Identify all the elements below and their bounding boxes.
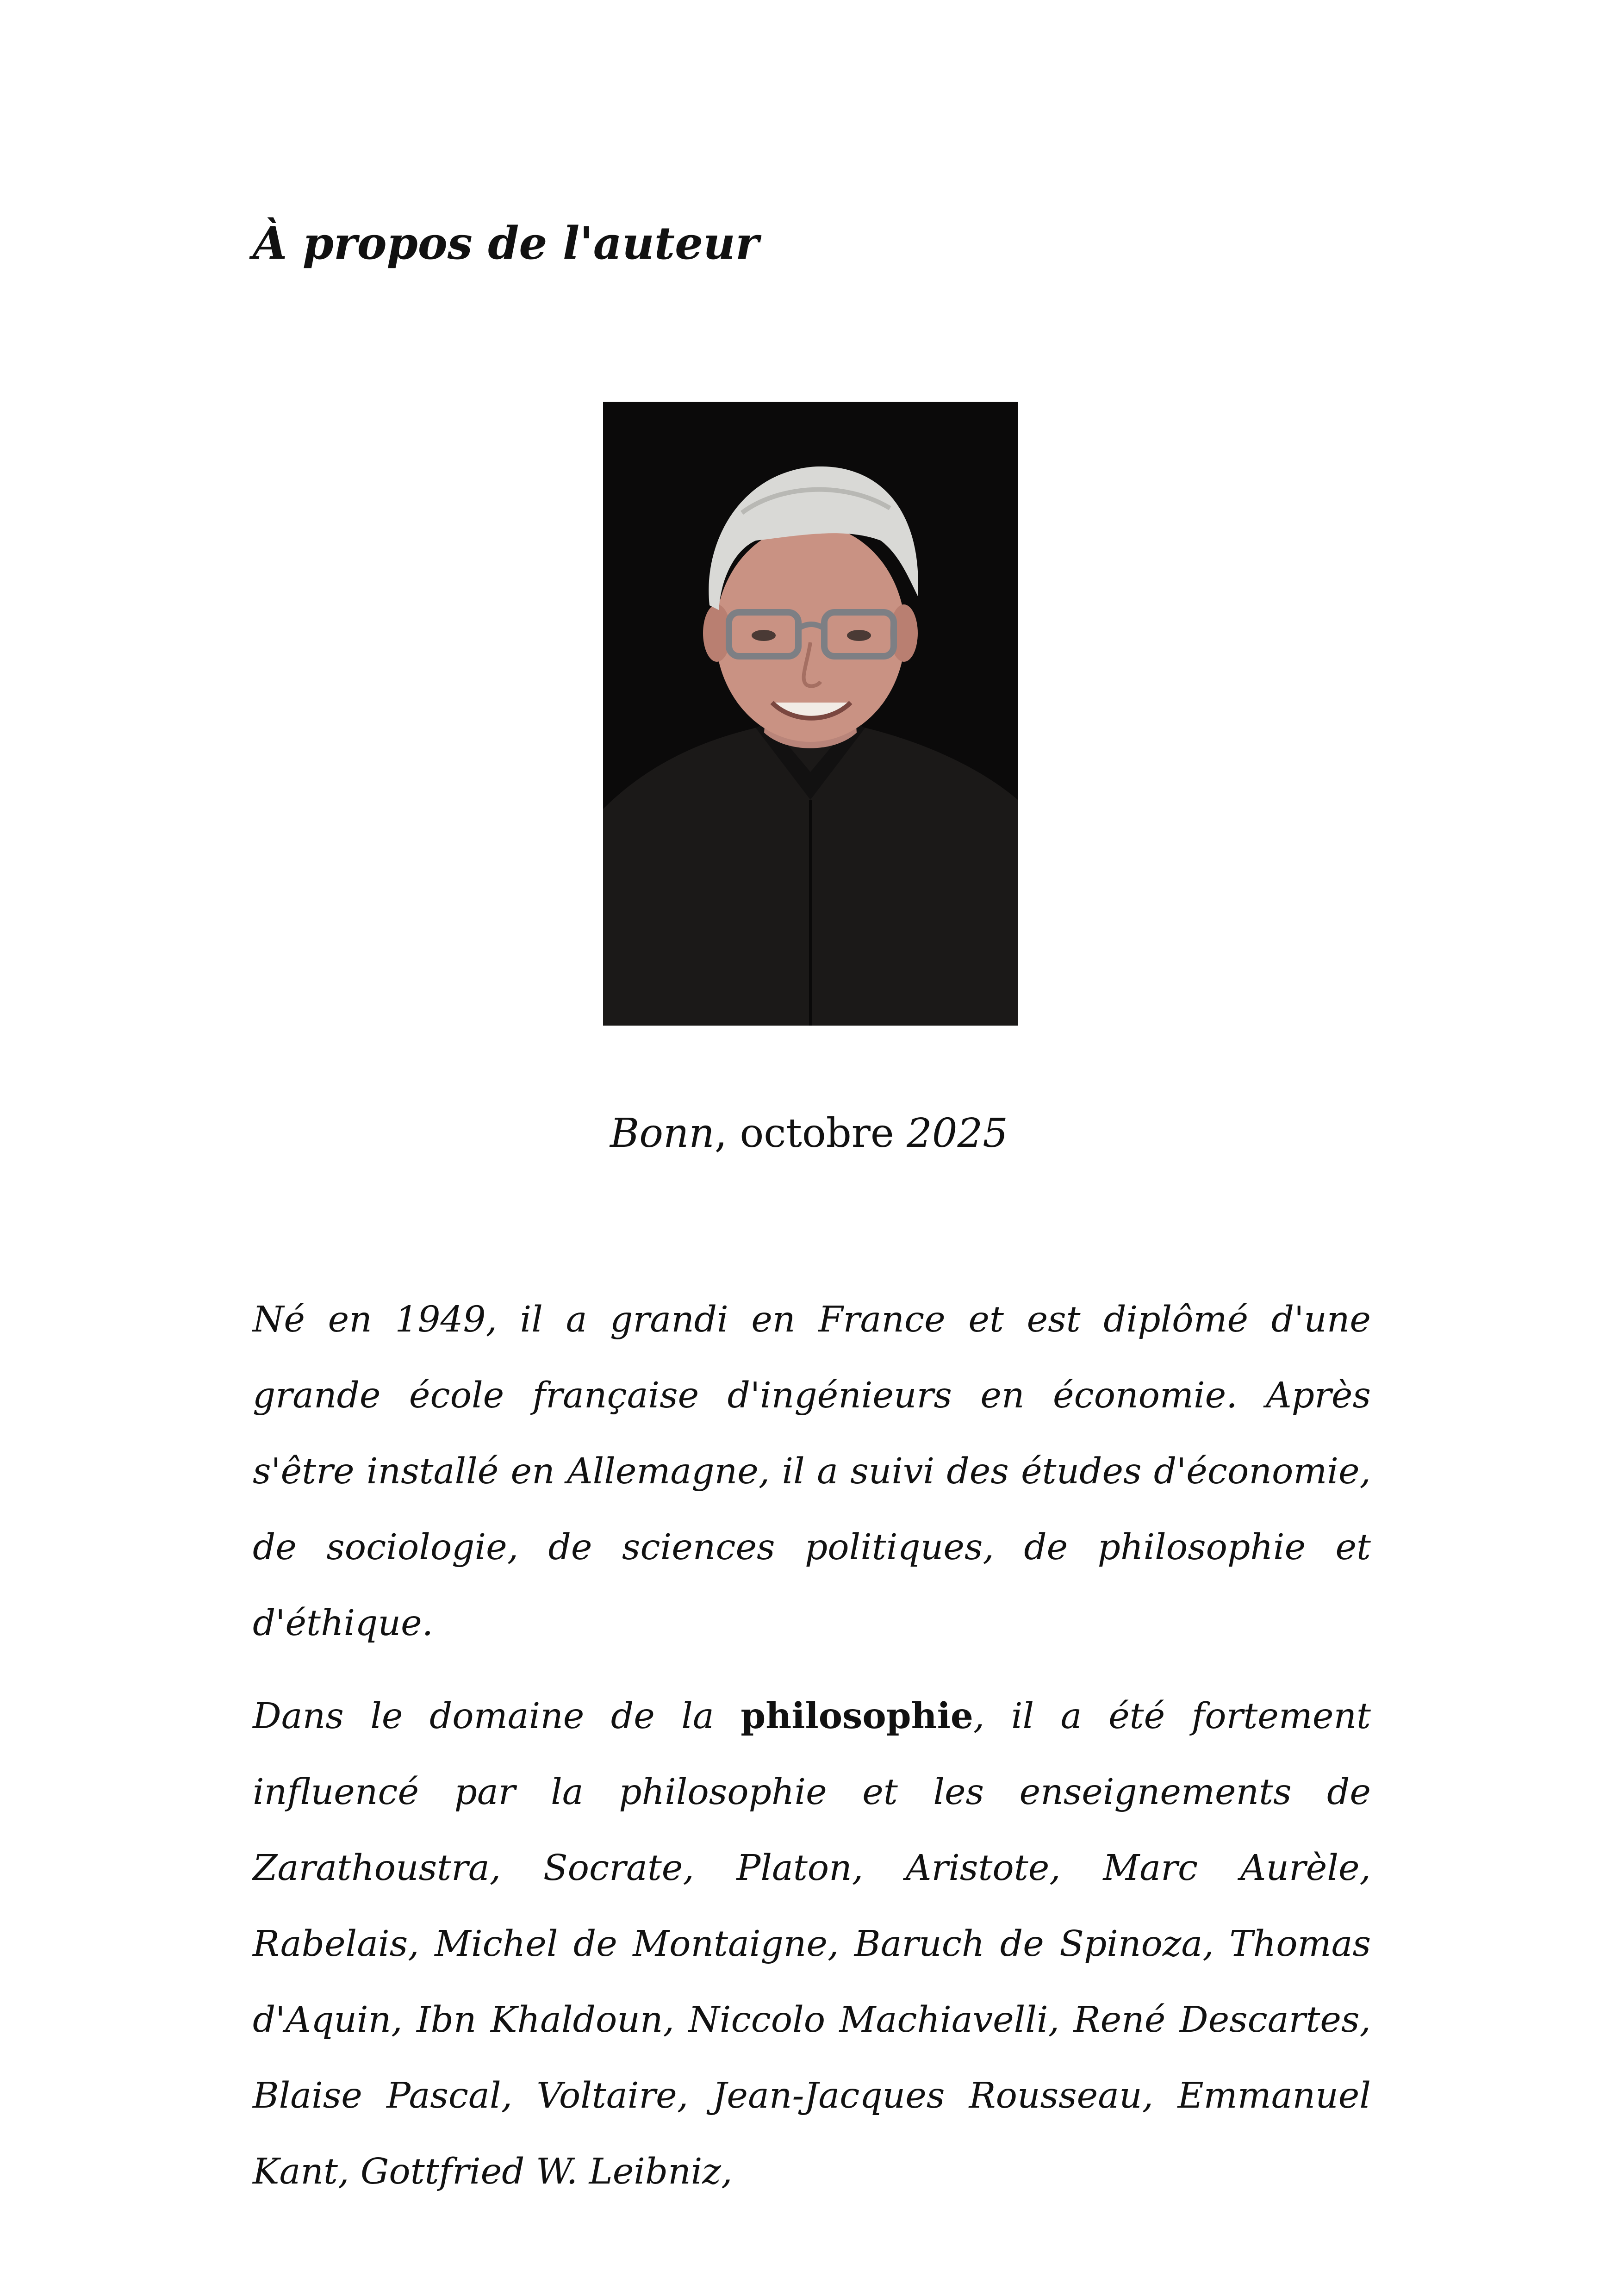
dateline <box>0 1110 1618 1157</box>
bio-paragraph-2-intro: Dans le domaine de la <box>253 1696 741 1737</box>
dateline-month: octobre <box>740 1110 907 1157</box>
bio-paragraph-1: Né en 1949, il a grandi en France et est diplômé d'une grande école française d'ingénieurs en économie. Après s'être installé en Allemagne, il a suivi des études d'économie, de sociologie, de sciences politiques, de philosophie et d'éthique. <box>253 1299 1371 1644</box>
bio-paragraph-2 <box>253 1678 1371 2210</box>
author-portrait-illustration <box>603 402 1018 1026</box>
dateline-city: Bonn <box>610 1110 715 1157</box>
dateline-separator: , <box>714 1110 740 1157</box>
bio-highlight-term: philosophie <box>741 1695 973 1737</box>
dateline-year: 2025 <box>907 1110 1008 1157</box>
author-biography <box>253 1282 1371 2227</box>
author-portrait <box>603 402 1018 1026</box>
bio-paragraph-2-body: , il a été fortement influencé par la philosophie et les enseignements de Zarathoustra, Socrate, Platon, Aristote, Marc Aurèle, Rabelais, Michel de Montaigne, Baruch de Spinoza, Thomas d'Aquin, Ibn Khaldoun, Niccolo Machiavelli, René Descartes, Blaise Pascal, Voltaire, Jean-Jacques Rousseau, Emmanuel Kant, Gottfried W. Leibniz, <box>253 1696 1371 2192</box>
page-title: À propos de l'auteur <box>253 217 759 269</box>
